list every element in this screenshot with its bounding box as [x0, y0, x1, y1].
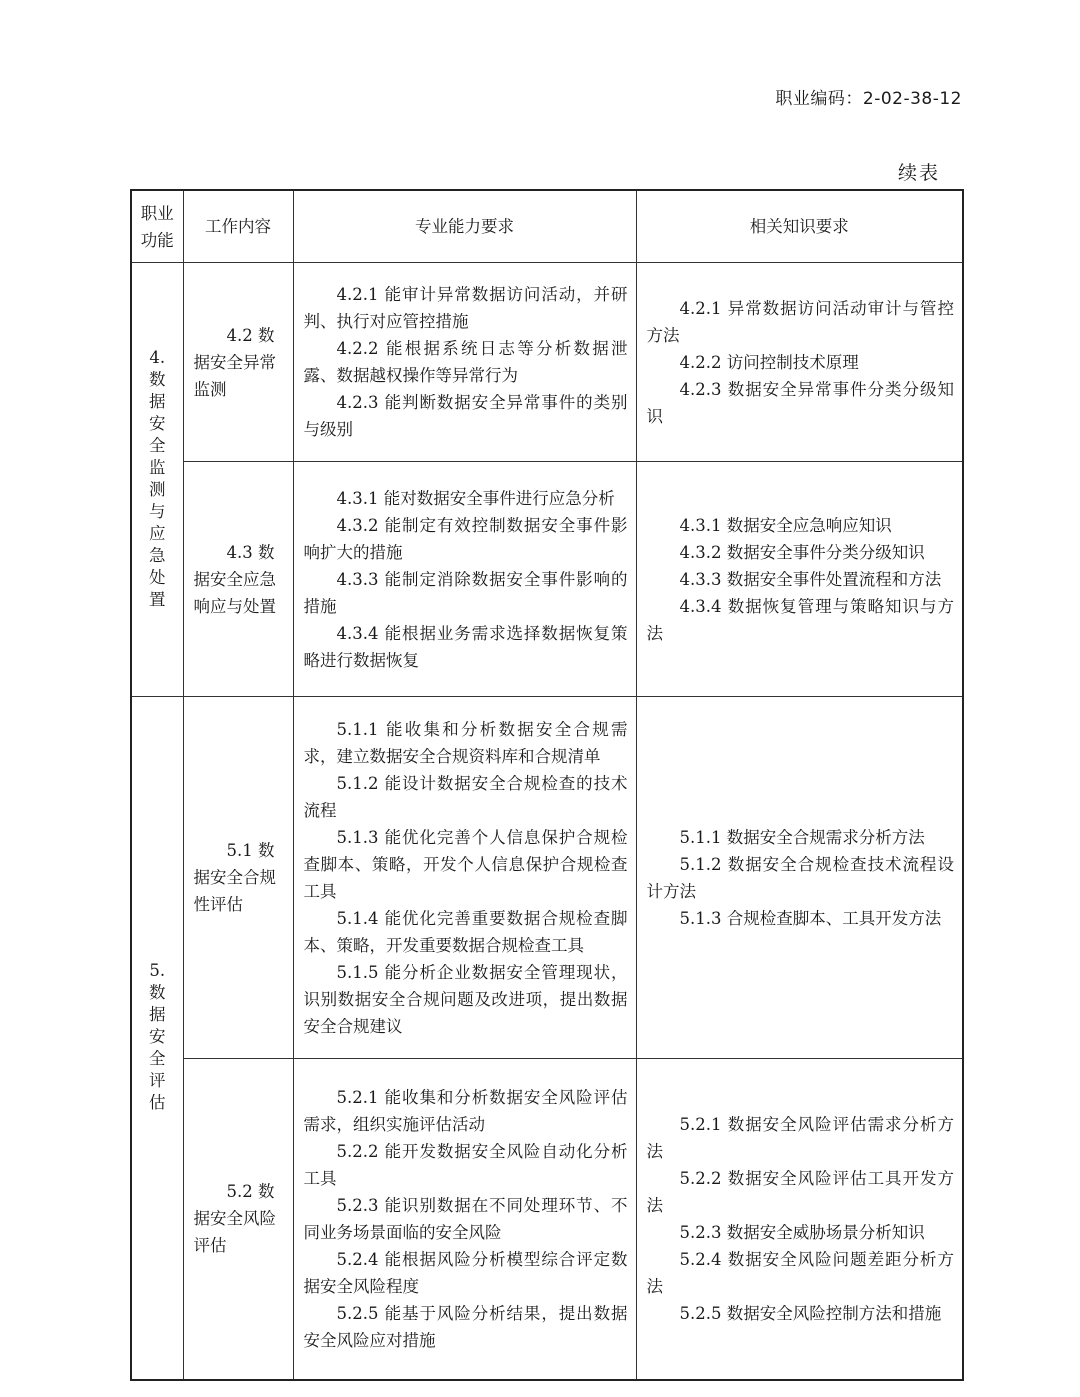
work-content: 4.3 数据安全应急响应与处置: [193, 542, 276, 616]
table-header-row: [131, 190, 963, 263]
ability-item: 5.2.3 能识别数据在不同处理环节、不同业务场景面临的安全风险: [303, 1195, 628, 1242]
ability-item: 4.3.1 能对数据安全事件进行应急分析: [336, 488, 615, 508]
ability-item: 5.1.1 能收集和分析数据安全合规需求，建立数据安全合规资料库和合规清单: [303, 719, 628, 766]
knowledge-cell: [636, 462, 963, 697]
knowledge-cell: [636, 697, 963, 1059]
ability-item: 4.3.2 能制定有效控制数据安全事件影响扩大的措施: [303, 515, 628, 562]
knowledge-item: 4.2.1 异常数据访问活动审计与管控方法: [646, 298, 954, 345]
knowledge-item: 5.2.3 数据安全威胁场景分析知识: [679, 1222, 925, 1242]
knowledge-item: 4.3.2 数据安全事件分类分级知识: [679, 542, 925, 562]
knowledge-item: 4.3.1 数据安全应急响应知识: [679, 515, 892, 535]
knowledge-cell: [636, 1059, 963, 1380]
work-content-cell: [183, 697, 293, 1059]
ability-item: 5.1.4 能优化完善重要数据合规检查脚本、策略，开发重要数据合规检查工具: [303, 908, 628, 955]
work-content-cell: [183, 462, 293, 697]
ability-item: 4.2.2 能根据系统日志等分析数据泄露、数据越权操作等异常行为: [303, 339, 628, 385]
ability-item: 5.2.2 能开发数据安全风险自动化分析工具: [303, 1141, 628, 1188]
ability-cell: [293, 263, 636, 462]
ability-item: 4.3.3 能制定消除数据安全事件影响的措施: [303, 569, 628, 616]
ability-item: 5.2.1 能收集和分析数据安全风险评估需求，组织实施评估活动: [303, 1087, 628, 1134]
header-ability: 专业能力要求: [293, 190, 636, 263]
ability-cell: [293, 1059, 636, 1380]
ability-item: 4.2.3 能判断数据安全异常事件的类别与级别: [303, 393, 628, 439]
knowledge-item: 4.2.2 访问控制技术原理: [679, 352, 859, 372]
function-label: 5.数据安全评估: [149, 960, 166, 1112]
ability-item: 5.2.4 能根据风险分析模型综合评定数据安全风险程度: [303, 1249, 628, 1296]
ability-cell: [293, 697, 636, 1059]
occupation-code: 职业编码：2-02-38-12: [775, 89, 962, 109]
work-content: 5.1 数据安全合规性评估: [193, 841, 276, 914]
knowledge-item: 5.1.3 合规检查脚本、工具开发方法: [679, 908, 942, 928]
ability-item: 5.1.5 能分析企业数据安全管理现状，识别数据安全合规问题及改进项，提出数据安全合规建议: [303, 962, 628, 1036]
work-content-cell: [183, 1059, 293, 1380]
competency-table: [130, 189, 964, 1381]
ability-item: 5.1.3 能优化完善个人信息保护合规检查脚本、策略，开发个人信息保护合规检查工具: [303, 827, 628, 901]
continued-label: 续表: [897, 162, 940, 184]
knowledge-item: 5.2.1 数据安全风险评估需求分析方法: [646, 1114, 954, 1161]
function-cell: [131, 697, 183, 1380]
ability-item: 4.2.1 能审计异常数据访问活动，并研判、执行对应管控措施: [303, 285, 628, 331]
knowledge-item: 5.2.2 数据安全风险评估工具开发方法: [646, 1168, 954, 1215]
knowledge-item: 5.2.4 数据安全风险问题差距分析方法: [646, 1249, 954, 1296]
knowledge-item: 4.3.3 数据安全事件处置流程和方法: [679, 569, 942, 589]
knowledge-cell: [636, 263, 963, 462]
table-row: [131, 1059, 963, 1380]
knowledge-item: 4.3.4 数据恢复管理与策略知识与方法: [646, 596, 954, 643]
table-row: [131, 462, 963, 697]
function-cell: [131, 263, 183, 697]
knowledge-item: 5.1.1 数据安全合规需求分析方法: [679, 827, 925, 847]
ability-item: 4.3.4 能根据业务需求选择数据恢复策略进行数据恢复: [303, 623, 628, 670]
function-label: 4.数据安全监测与应急处置: [149, 347, 166, 609]
ability-item: 5.1.2 能设计数据安全合规检查的技术流程: [303, 773, 628, 820]
table-row: [131, 697, 963, 1059]
knowledge-item: 5.1.2 数据安全合规检查技术流程设计方法: [646, 854, 954, 901]
ability-cell: [293, 462, 636, 697]
table-row: [131, 263, 963, 462]
knowledge-item: 5.2.5 数据安全风险控制方法和措施: [679, 1303, 942, 1323]
header-work-content: 工作内容: [183, 190, 293, 263]
work-content-cell: [183, 263, 293, 462]
work-content: 5.2 数据安全风险评估: [193, 1182, 276, 1256]
knowledge-item: 4.2.3 数据安全异常事件分类分级知识: [646, 379, 954, 426]
ability-item: 5.2.5 能基于风险分析结果，提出数据安全风险应对措施: [303, 1303, 628, 1350]
work-content: 4.2 数据安全异常监测: [193, 325, 276, 399]
header-knowledge: 相关知识要求: [636, 190, 963, 263]
header-function: 职业功能: [131, 190, 183, 263]
